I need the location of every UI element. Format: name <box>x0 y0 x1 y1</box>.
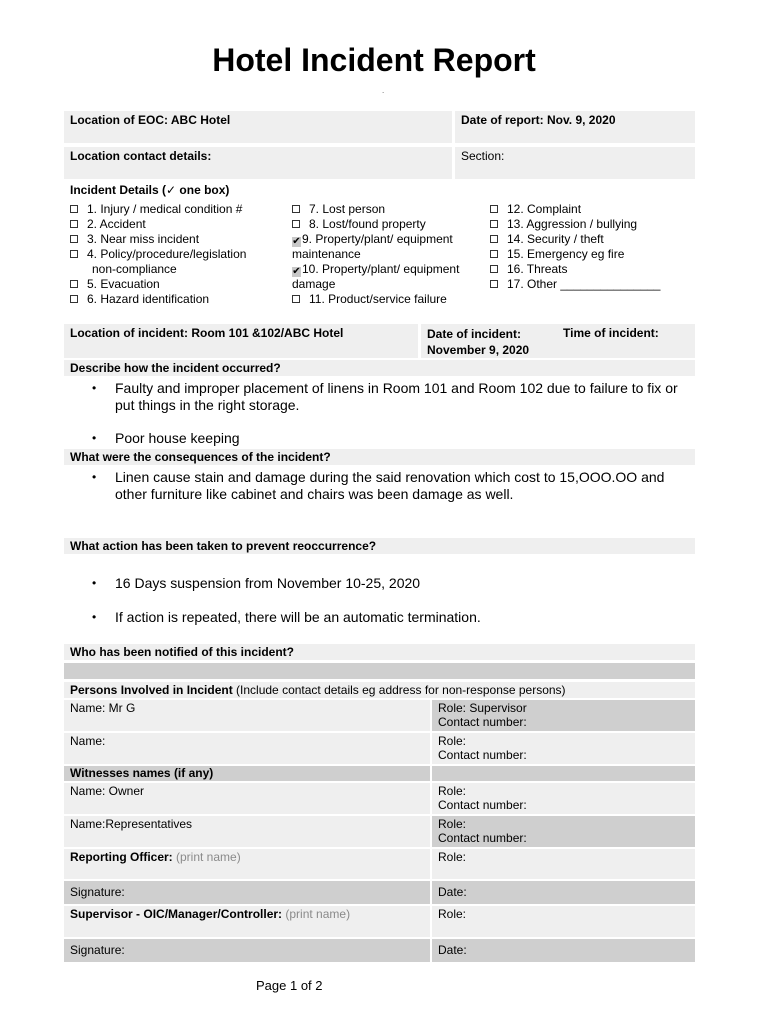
checkbox-property-damage[interactable]: ✔10. Property/plant/ equipment <box>292 262 460 277</box>
action-heading: What action has been taken to prevent reoccurrence? <box>64 538 695 554</box>
checkbox-box[interactable] <box>292 205 300 213</box>
title-mark: . <box>382 86 385 95</box>
notified-field[interactable] <box>64 663 695 679</box>
checkbox-property-maintenance[interactable]: ✔9. Property/plant/ equipment <box>292 232 453 247</box>
checkbox-aggression[interactable]: 13. Aggression / bullying <box>490 217 637 232</box>
bullet-icon: • <box>92 431 97 445</box>
persons-involved-title: Persons Involved in Incident <box>70 683 233 697</box>
checkbox-property-damage-cont: damage <box>292 277 336 291</box>
checkbox-box[interactable] <box>70 235 78 243</box>
checkbox-box[interactable] <box>490 280 498 288</box>
how-occurred-heading: Describe how the incident occurred? <box>64 360 695 376</box>
checkbox-emergency[interactable]: 15. Emergency eg fire <box>490 247 624 262</box>
location-of-incident-text: Location of incident: Room 101 &102/ABC Hotel <box>70 326 344 340</box>
supervisor-signature-field[interactable]: Signature: <box>64 939 430 962</box>
checkbox-product-failure[interactable]: 11. Product/service failure <box>292 292 447 307</box>
checkbox-security[interactable]: 14. Security / theft <box>490 232 604 247</box>
person-1-name-field[interactable]: Name: Mr G <box>64 700 430 731</box>
consequences-text-1[interactable]: Linen cause stain and damage during the said renovation which cost to 15,OOO.OO and other furniture like cabinet and chairs was been damage as well. <box>115 469 665 502</box>
checkbox-box[interactable] <box>292 220 300 228</box>
date-of-report-field[interactable] <box>455 111 695 143</box>
page-title: Hotel Incident Report <box>212 42 536 78</box>
checkbox-box[interactable] <box>70 220 78 228</box>
reporting-officer-role-field[interactable]: Role: <box>432 849 695 879</box>
witness-2-name-field[interactable]: Name:Representatives <box>64 816 430 847</box>
witness-2-role-field[interactable]: Role: Contact number: <box>432 816 695 847</box>
supervisor-role-field[interactable]: Role: <box>432 906 695 937</box>
action-text-2[interactable]: If action is repeated, there will be an automatic termination. <box>115 609 481 625</box>
checkbox-box[interactable] <box>292 295 300 303</box>
supervisor-field[interactable]: Supervisor - OIC/Manager/Controller: (print name) <box>64 906 430 937</box>
time-of-incident-label[interactable]: Time of incident: <box>563 326 659 340</box>
checkbox-policy[interactable]: 4. Policy/procedure/legislation <box>70 247 246 262</box>
checkbox-box[interactable] <box>70 205 78 213</box>
checkbox-property-maintenance-cont: maintenance <box>292 247 361 261</box>
reporting-officer-signature-field[interactable]: Signature: <box>64 881 430 904</box>
date-of-incident-value: November 9, 2020 <box>427 343 530 357</box>
checkbox-near-miss[interactable]: 3. Near miss incident <box>70 232 199 247</box>
checkbox-evacuation[interactable]: 5. Evacuation <box>70 277 160 292</box>
witness-1-role-field[interactable]: Role: Contact number: <box>432 783 695 814</box>
person-1-role-field[interactable]: Role: Supervisor Contact number: <box>432 700 695 731</box>
checkbox-lost-found[interactable]: 8. Lost/found property <box>292 217 426 232</box>
notified-heading: Who has been notified of this incident? <box>64 644 695 660</box>
location-eoc-text: Location of EOC: ABC Hotel <box>70 113 231 127</box>
reporting-officer-date-field[interactable]: Date: <box>432 881 695 904</box>
checkbox-box[interactable] <box>70 280 78 288</box>
location-of-incident-field[interactable] <box>64 324 418 358</box>
how-occurred-text-1[interactable]: Faulty and improper placement of linens in Room 101 and Room 102 due to failure to fix or put things in the right storage. <box>115 380 678 413</box>
checkbox-box[interactable] <box>70 295 78 303</box>
bullet-icon: • <box>92 381 97 395</box>
page-number: Page 1 of 2 <box>256 978 323 993</box>
incident-details-heading: Incident Details (✓ one box) <box>70 183 230 197</box>
checkbox-injury[interactable]: 1. Injury / medical condition # <box>70 202 242 217</box>
checkbox-box[interactable] <box>490 265 498 273</box>
reporting-officer-field[interactable]: Reporting Officer: (print name) <box>64 849 430 879</box>
bullet-icon: • <box>92 576 97 590</box>
bullet-icon: • <box>92 610 97 624</box>
location-contact-text: Location contact details: <box>70 149 212 163</box>
checkbox-box[interactable] <box>70 250 78 258</box>
checkbox-lost-person[interactable]: 7. Lost person <box>292 202 385 217</box>
date-of-report-text: Date of report: Nov. 9, 2020 <box>461 113 616 127</box>
checkbox-complaint[interactable]: 12. Complaint <box>490 202 581 217</box>
checkbox-box[interactable] <box>490 250 498 258</box>
persons-involved-note: (Include contact details eg address for non-response persons) <box>232 683 566 697</box>
checkbox-box[interactable] <box>490 205 498 213</box>
action-text-1[interactable]: 16 Days suspension from November 10-25, 2020 <box>115 575 421 591</box>
person-2-name-field[interactable]: Name: <box>64 733 430 764</box>
date-of-incident-label: Date of incident: <box>427 327 522 341</box>
checkbox-hazard[interactable]: 6. Hazard identification <box>70 292 209 307</box>
checked-box-icon[interactable]: ✔ <box>292 266 301 277</box>
bullet-icon: • <box>92 470 97 484</box>
checked-box-icon[interactable]: ✔ <box>292 236 301 247</box>
checkbox-policy-cont: non-compliance <box>92 262 177 276</box>
checkbox-accident[interactable]: 2. Accident <box>70 217 146 232</box>
checkbox-box[interactable] <box>490 235 498 243</box>
how-occurred-text-2[interactable]: Poor house keeping <box>115 430 240 446</box>
section-text: Section: <box>461 149 505 163</box>
section-field[interactable] <box>455 147 695 179</box>
person-2-role-field[interactable]: Role: Contact number: <box>432 733 695 764</box>
supervisor-date-field[interactable]: Date: <box>432 939 695 962</box>
location-contact-field[interactable] <box>64 147 452 179</box>
checkbox-threats[interactable]: 16. Threats <box>490 262 567 277</box>
location-eoc-field[interactable] <box>64 111 452 143</box>
witnesses-heading: Witnesses names (if any) <box>64 766 430 781</box>
checkbox-box[interactable] <box>490 220 498 228</box>
consequences-heading: What were the consequences of the incident? <box>64 449 695 465</box>
checkbox-other[interactable]: 17. Other _______________ <box>490 277 660 292</box>
persons-involved-heading <box>64 682 695 698</box>
witness-1-name-field[interactable]: Name: Owner <box>64 783 430 814</box>
witnesses-heading-right <box>432 766 695 781</box>
